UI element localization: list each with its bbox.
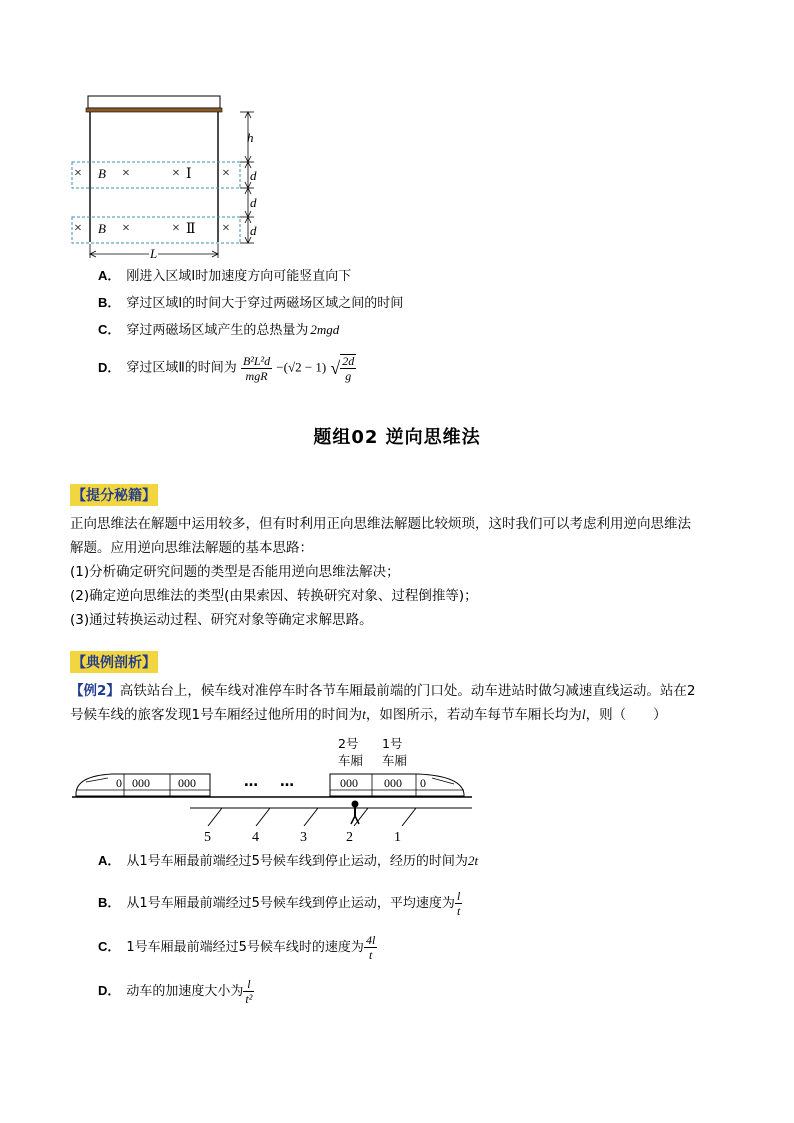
fraction: $\frac{l}{\text{t²}}$ bbox=[245, 977, 253, 1006]
field-b-label: B bbox=[98, 166, 106, 181]
cross-mark: × bbox=[222, 166, 230, 181]
example-tag: 【典例剖析】 bbox=[70, 651, 158, 673]
option-c[interactable]: C． 1号车厢最前端经过5号候车线时的速度为 $\frac{4l}{t}$ bbox=[98, 933, 376, 962]
option-d[interactable]: D． 穿过区域Ⅱ的时间为 $\frac{\text{B²L²d}}{\text{mgR}}$ −(√2 − 1) √ $\frac{2d}{g}$ bbox=[98, 353, 355, 383]
ellipsis: … bbox=[280, 774, 294, 790]
region-i-label: Ⅰ bbox=[186, 167, 192, 182]
math-expression: −(√2 − 1) bbox=[276, 359, 327, 375]
option-d[interactable]: D． 动车的加速度大小为 $\frac{l}{\text{t²}}$ bbox=[98, 977, 253, 1006]
platform-mark-4: 4 bbox=[252, 830, 259, 845]
window-label: 000 bbox=[340, 776, 358, 790]
train-diagram bbox=[72, 734, 472, 852]
fraction: $\frac{\text{B²L²d}}{\text{mgR}}$ bbox=[242, 353, 271, 383]
car-2-label-bottom: 车厢 bbox=[338, 753, 364, 768]
window-label: 0 bbox=[420, 776, 426, 790]
window-label: 000 bbox=[132, 776, 150, 790]
option-a[interactable]: A． 刚进入区域Ⅰ时加速度方向可能竖直向下 bbox=[98, 268, 352, 284]
cross-mark: × bbox=[122, 221, 130, 236]
tips-line: (1)分析确定研究问题的类型是否能用逆向思维法解决； bbox=[70, 564, 400, 580]
tips-line: (2)确定逆向思维法的类型(由果索因、转换研究对象、过程倒推等)； bbox=[70, 588, 478, 604]
platform-mark-3: 3 bbox=[300, 830, 307, 845]
width-d-label: d bbox=[250, 168, 257, 183]
cross-mark: × bbox=[172, 166, 180, 181]
tips-text bbox=[70, 512, 730, 632]
car-2-label-top: 2号 bbox=[338, 736, 359, 751]
height-h-label: h bbox=[247, 130, 254, 145]
fraction: $\frac{l}{t}$ bbox=[456, 889, 461, 918]
cross-mark: × bbox=[172, 221, 180, 236]
section-title: 题组02 逆向思维法 bbox=[313, 427, 481, 448]
tips-line: (3)通过转换运动过程、研究对象等确定求解思路。 bbox=[70, 612, 373, 628]
window-label: 000 bbox=[384, 776, 402, 790]
magnetic-field-figure bbox=[68, 92, 268, 262]
example-text: 【例2】高铁站台上，候车线对准停车时各节车厢最前端的门口处。动车进站时做匀减速直线运动。站在2 号候车线的旅客发现1号车厢经过他所用的时间为t，如图所示，若动车每节车厢长均为l，则（ ） bbox=[70, 683, 696, 723]
sqrt-icon: √ bbox=[330, 358, 341, 378]
region-ii-label: Ⅱ bbox=[186, 222, 196, 237]
tips-line: 正向思维法在解题中运用较多，但有时利用正向思维法解题比较烦琐，这时我们可以考虑利用逆向思维法 bbox=[70, 516, 691, 532]
ellipsis: … bbox=[244, 774, 258, 790]
example-label: 【例2】 bbox=[70, 683, 120, 699]
car-1-label-bottom: 车厢 bbox=[382, 753, 408, 768]
math-expression: 2mgd bbox=[310, 322, 340, 337]
width-d-label: d bbox=[250, 223, 257, 238]
cross-mark: × bbox=[222, 221, 230, 236]
cross-mark: × bbox=[74, 166, 82, 181]
fraction: $\frac{4l}{t}$ bbox=[365, 933, 376, 962]
tips-tag: 【提分秘籍】 bbox=[70, 484, 158, 506]
platform-mark-1: 1 bbox=[394, 830, 401, 845]
fraction: $\frac{2d}{g}$ bbox=[342, 354, 355, 383]
math-expression: 2t bbox=[467, 853, 479, 868]
window-label: 000 bbox=[178, 776, 196, 790]
field-b-label: B bbox=[98, 221, 106, 236]
train-figure bbox=[72, 734, 472, 852]
option-a[interactable]: A． 从1号车厢最前端经过5号候车线到停止运动，经历的时间为2t bbox=[98, 853, 479, 869]
passenger-icon bbox=[352, 801, 359, 808]
window-label: 0 bbox=[116, 776, 122, 790]
platform-mark-5: 5 bbox=[204, 830, 211, 845]
length-l-label: L bbox=[150, 246, 158, 261]
platform-mark-2: 2 bbox=[346, 830, 353, 845]
option-b[interactable]: B． 穿过区域Ⅰ的时间大于穿过两磁场区域之间的时间 bbox=[98, 295, 404, 311]
cross-mark: × bbox=[74, 221, 82, 236]
option-c[interactable]: C． 穿过两磁场区域产生的总热量为 2mgd bbox=[98, 322, 340, 338]
tips-line: 解题。应用逆向思维法解题的基本思路： bbox=[70, 540, 313, 556]
gap-d-label: d bbox=[250, 195, 257, 210]
cross-mark: × bbox=[122, 166, 130, 181]
car-1-label-top: 1号 bbox=[382, 736, 403, 751]
option-b[interactable]: B． 从1号车厢最前端经过5号候车线到停止运动，平均速度为 $\frac{l}{t}$ bbox=[98, 889, 461, 918]
